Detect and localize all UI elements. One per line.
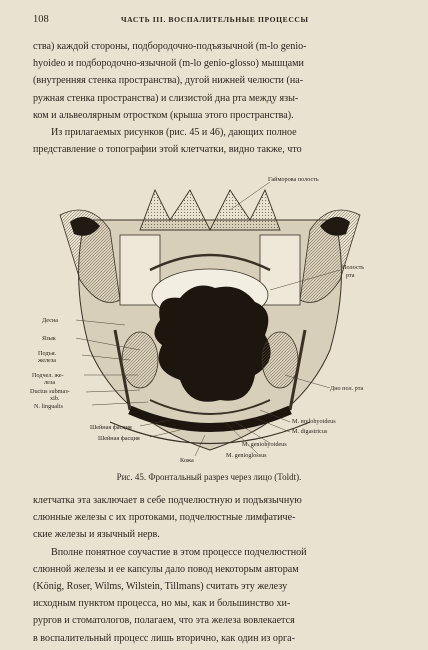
label-digastricus: M. digastricus xyxy=(292,428,328,435)
label-oral-cavity: Полость xyxy=(342,264,365,271)
text-line: hyoideo и подбородочно-язычной (m-lo genio-glosso) мышцами xyxy=(33,58,304,70)
label-tongue: Язык xyxy=(42,335,56,342)
label-ductus-2: xib. xyxy=(50,395,60,402)
text-line: ские железы и язычный нерв. xyxy=(33,529,160,541)
text-line: представление о топографии этой клетчатки, видно также, что xyxy=(33,144,302,156)
anatomical-figure xyxy=(30,160,390,470)
page-header xyxy=(33,14,388,28)
label-mylohyoideus: M. mylohyoideus xyxy=(292,418,336,425)
label-cervical-fascia-2: Шейная фасция xyxy=(98,435,140,442)
text-line: (внутренняя стенка пространства), дугой нижней челюсти (на- xyxy=(33,75,304,87)
running-head: ЧАСТЬ III. ВОСПАЛИТЕЛЬНЫЕ ПРОЦЕССЫ xyxy=(121,15,309,24)
label-geniohyoideus: M. geniohyoideus xyxy=(242,441,287,448)
text-line: исходным пунктом процесса, но мы, как и большинство хи- xyxy=(33,598,291,610)
text-line: в воспалительный процесс лишь вторично, как один из орга- xyxy=(33,632,295,644)
text-line: клетчатка эта заключает в себе подчелюстную и подъязычную xyxy=(33,495,302,506)
label-sublingual-gland: Подъя. xyxy=(38,350,57,357)
text-line: Вполне понятное соучастие в этом процессе подчелюстной xyxy=(51,546,307,558)
text-line: ства) каждой стороны, подбородочно-подъязычной (m-lo genio- xyxy=(33,41,307,52)
label-skin: Кожа xyxy=(180,457,194,464)
paragraph-bottom xyxy=(33,492,385,647)
label-floor-of-mouth: Дно пол. рта xyxy=(330,385,364,392)
text-line: Из прилагаемых рисунков (рис. 45 и 46), дающих полное xyxy=(51,126,297,138)
label-oral-cavity-2: рта xyxy=(346,272,355,279)
text-line: рургов и стоматологов, полагаем, что эта железа вовлекается xyxy=(33,615,295,627)
text-line: ружная стенка пространства) и слизистой дна рта между язы- xyxy=(33,92,299,104)
page-number: 108 xyxy=(33,14,49,25)
label-cervical-fascia-1: Шейная фасция xyxy=(90,424,132,431)
label-submandibular-gland: Подчел. же- xyxy=(32,372,64,379)
paragraph-top xyxy=(33,38,385,158)
figure-caption: Рис. 45. Фронтальный разрез через лицо (Toldt). xyxy=(116,472,302,482)
label-sublingual-gland-2: железа xyxy=(38,357,57,364)
text-line: (König, Roser, Wilms, Wilstein, Tillmans) считать эту железу xyxy=(33,580,288,592)
text-line: ком и альвеолярным отростком (крыша этого пространства). xyxy=(33,109,294,121)
text-line: слюнные железы с их протоками, подчелюстные лимфатиче- xyxy=(33,512,296,524)
label-genioglossus: M. genioglossus xyxy=(226,452,267,459)
label-ductus: Ductus submaз- xyxy=(30,388,70,395)
label-gum: Десна xyxy=(42,317,59,324)
text-line: слюнной железы и ее капсулы дало повод некоторым авторам xyxy=(33,563,299,575)
label-maxillary-sinus: Гайморова полость xyxy=(268,176,319,183)
cross-section-illustration xyxy=(30,160,390,470)
label-n-lingualis: N. lingualis xyxy=(34,403,63,410)
label-submandibular-gland-2: леза xyxy=(44,379,56,386)
